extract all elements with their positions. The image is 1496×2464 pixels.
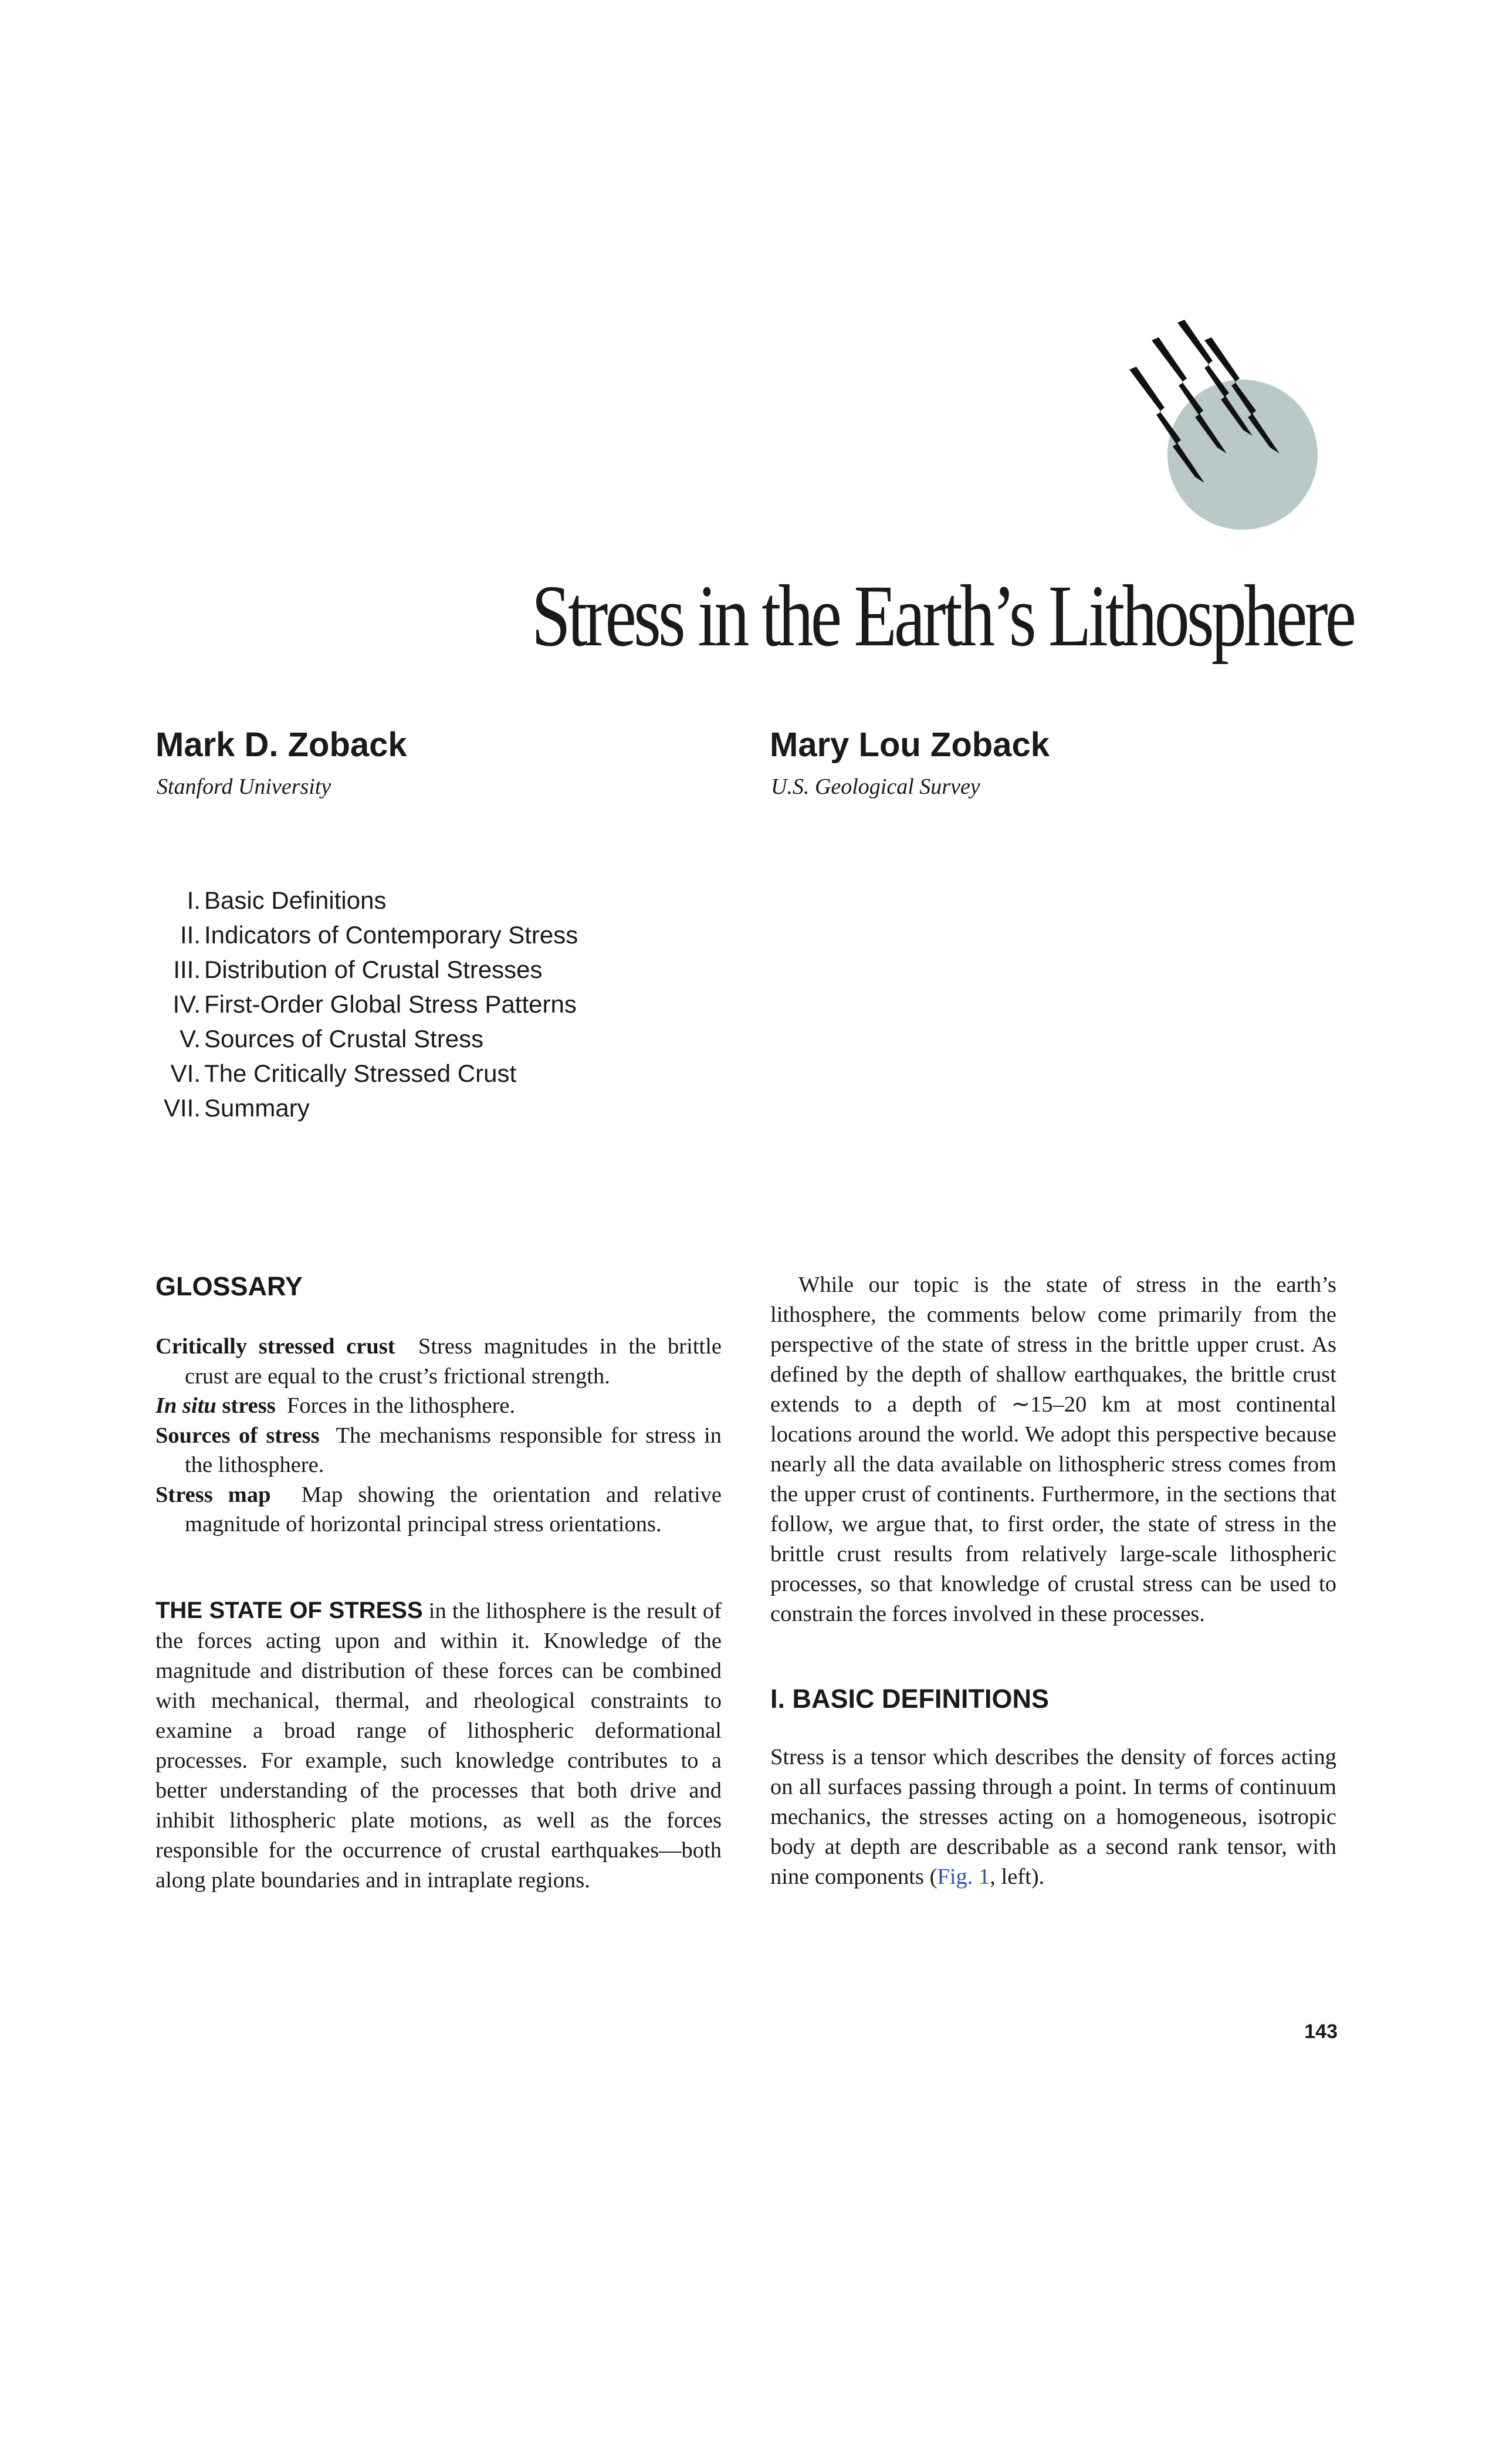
glossary-heading: GLOSSARY [155,1271,303,1301]
intro-lead: THE STATE OF STRESS [155,1597,423,1623]
outline-item: II. Indicators of Contemporary Stress [180,921,578,949]
outline-item: I. Basic Definitions [187,886,387,914]
glossary-entry [155,1480,722,1539]
page-title: Stress in the Earth’s Lithosphere [532,567,1354,665]
outline-item: V. Sources of Crustal Stress [180,1025,484,1052]
intro-text: in the lithosphere is the result of the forces acting upon and within it. Knowledge of the magnitude and distribution of these forces can be combined with mechanical, thermal, and rheological constraints to examine a broad range of lithospheric deformational processes. For example, such knowledge contributes to a better understanding of the processes that both drive and inhibit lithospheric plate motions, as well as the forces responsible for the occurrence of crustal earthquakes—both along plate boundaries and in intraplate regions. [155,1599,722,1893]
section-heading-basic-definitions: I. BASIC DEFINITIONS [770,1684,1050,1714]
page-number: 143 [1304,2020,1338,2043]
glossary-definition: Stress magnitudes in the brittle crust are equal to the crust’s frictional strength. [185,1334,722,1389]
lightning-bolts-icon [1129,320,1341,543]
author-affiliation-1: Stanford University [157,774,331,799]
glossary-term: stress [222,1393,276,1418]
glossary-definition: The mechanisms responsible for stress in the lithosphere. [185,1423,722,1477]
glossary-list [155,1332,722,1539]
article-outline [153,883,578,1125]
right-paragraph: While our topic is the state of stress in the earth’s lithosphere, the comments below come primarily from the perspective of the state of stress in the brittle upper crust. As defined by the depth of shallow earthquakes, the brittle crust extends to a depth of ∼15–20 km at most continental locations around the world. We adopt this perspective because nearly all the data available on lithospheric stress comes from the upper crust of continents. Furthermore, in the sections that follow, we argue that, to first order, the state of stress in the brittle crust results from relatively large-scale lithospheric processes, so that knowledge of crustal stress can be used to constrain the forces involved in these processes. [770,1272,1336,1626]
glossary-definition: Map showing the orientation and relative magnitude of horizontal principal stress orientations. [185,1482,722,1536]
glossary-term: Sources of stress [155,1423,320,1448]
outline-item: III. Distribution of Crustal Stresses [173,956,543,983]
author-name-2: Mary Lou Zoback [770,726,1050,764]
glossary-term-italic: In situ [155,1393,216,1418]
author-name-1: Mark D. Zoback [155,726,407,764]
glossary-entry [155,1391,722,1421]
intro-paragraph [155,1596,722,1896]
author-affiliation-2: U.S. Geological Survey [771,774,980,799]
glossary-definition: Forces in the lithosphere. [286,1393,516,1418]
glossary-term: Critically stressed crust [155,1334,395,1359]
figure-1-link[interactable]: Fig. 1 [937,1864,990,1889]
outline-item: IV. First-Order Global Stress Patterns [172,990,577,1018]
outline-item: VII. Summary [163,1094,310,1122]
outline-item: VI. The Critically Stressed Crust [170,1060,517,1087]
glossary-entry [155,1421,722,1480]
glossary-term: Stress map [155,1482,271,1507]
glossary-entry [155,1332,722,1391]
section1-paragraph: Stress is a tensor which describes the density of forces acting on all surfaces passing through a point. In terms of continuum mechanics, the stresses acting on a homogeneous, isotropic body at depth are describable as a second rank tensor, with nine components (Fig. 1, left). [770,1745,1336,1889]
